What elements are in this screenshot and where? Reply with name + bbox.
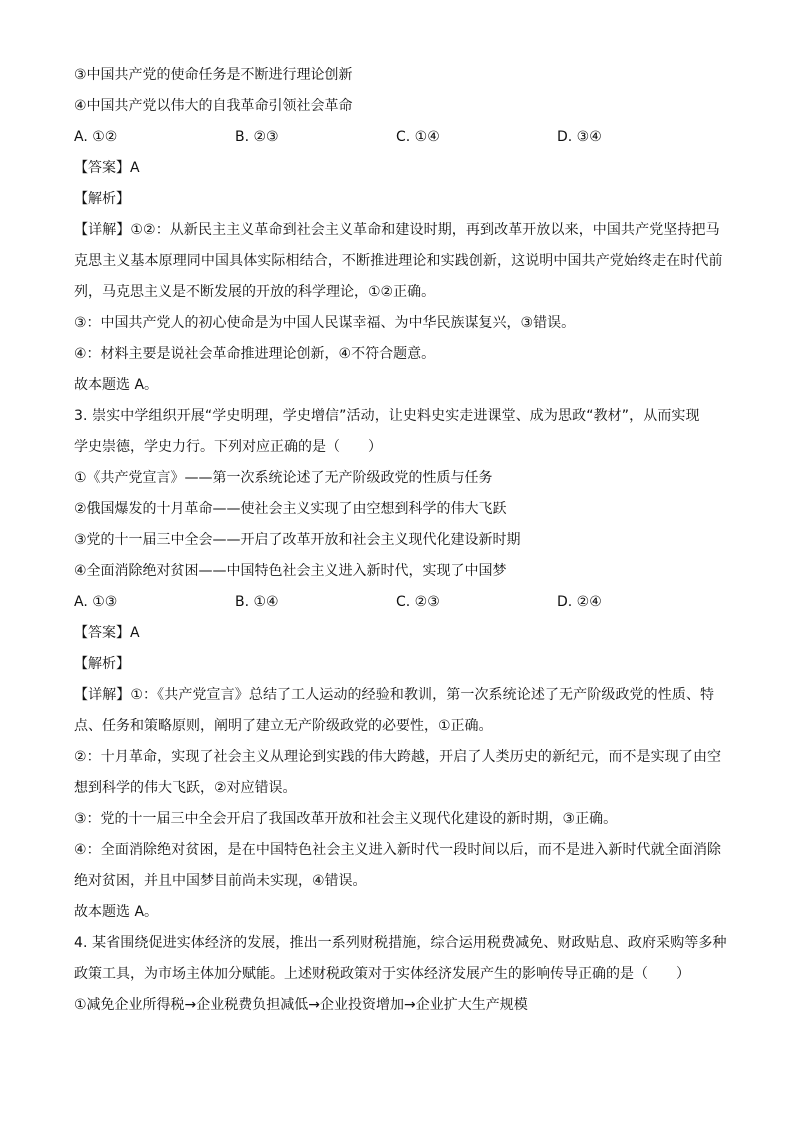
question-4-stem: 政策工具，为市场主体加分赋能。上述财税政策对于实体经济发展产生的影响传导正确的是（ ） <box>74 966 690 982</box>
document-page <box>74 60 727 1021</box>
text-line: ④中国共产党以伟大的自我革命引领社会革命 <box>74 98 353 114</box>
analysis-label: 【解析】 <box>74 656 130 672</box>
text-line: ④：全面消除绝对贫困，是在中国特色社会主义进入新时代一段时间以后，而不是进入新时代就全面消除 <box>74 842 722 858</box>
text-line: 克思主义基本原理同中国具体实际相结合，不断推进理论和实践创新，这说明中国共产党始终走在时代前 <box>74 253 723 269</box>
option-a: A. ①② <box>74 129 118 145</box>
statement-line: ③党的十一届三中全会——开启了改革开放和社会主义现代化建设新时期 <box>74 532 521 548</box>
statement-line: ①减免企业所得税→企业税费负担减低→企业投资增加→企业扩大生产规模 <box>74 997 528 1013</box>
answer-label: 【答案】A <box>74 625 140 641</box>
option-b: B. ②③ <box>235 129 279 145</box>
analysis-label: 【解析】 <box>74 191 130 207</box>
option-d: D. ②④ <box>557 594 602 610</box>
conclusion-line: 故本题选 A。 <box>74 904 159 920</box>
answer-options <box>74 122 724 153</box>
question-4-stem: 4. 某省围绕促进实体经济的发展，推出一系列财税措施，综合运用税费减免、财政贴息、政府采购等多种 <box>74 935 727 951</box>
answer-options <box>74 587 724 618</box>
question-3-stem: 3. 崇实中学组织开展“学史明理，学史增信”活动，让史料史实走进课堂、成为思政“教材”，从而实现 <box>74 408 700 424</box>
statement-line: ①《共产党宣言》——第一次系统论述了无产阶级政党的性质与任务 <box>74 470 493 486</box>
statement-line: ④全面消除绝对贫困——中国特色社会主义进入新时代，实现了中国梦 <box>74 563 507 579</box>
text-line: 列，马克思主义是不断发展的开放的科学理论，①②正确。 <box>74 284 436 300</box>
question-3-stem: 学史崇德，学史力行。下列对应正确的是（ ） <box>74 439 382 455</box>
option-c: C. ①④ <box>396 129 440 145</box>
option-b: B. ①④ <box>235 594 279 610</box>
answer-label: 【答案】A <box>74 160 140 176</box>
text-line: 想到科学的伟大飞跃，②对应错误。 <box>74 780 297 796</box>
option-d: D. ③④ <box>557 129 602 145</box>
option-a: A. ①③ <box>74 594 118 610</box>
text-line: ③中国共产党的使命任务是不断进行理论创新 <box>74 67 353 83</box>
statement-line: ②俄国爆发的十月革命——使社会主义实现了由空想到科学的伟大飞跃 <box>74 501 507 517</box>
text-line: 【详解】①：《共产党宣言》总结了工人运动的经验和教训，第一次系统论述了无产阶级政党的性质、特 <box>74 687 715 703</box>
text-line: ③：中国共产党人的初心使命是为中国人民谋幸福、为中华民族谋复兴，③错误。 <box>74 315 576 331</box>
text-line: ②：十月革命，实现了社会主义从理论到实践的伟大跨越，开启了人类历史的新纪元，而不是实现了由空 <box>74 749 722 765</box>
text-line: 绝对贫困，并且中国梦目前尚未实现，④错误。 <box>74 873 367 889</box>
text-line: ③：党的十一届三中全会开启了我国改革开放和社会主义现代化建设的新时期，③正确。 <box>74 811 618 827</box>
text-line: 点、任务和策略原则，阐明了建立无产阶级政党的必要性，①正确。 <box>74 718 493 734</box>
text-line: 【详解】①②：从新民主主义革命到社会主义革命和建设时期，再到改革开放以来，中国共产党坚持把马 <box>74 222 720 238</box>
conclusion-line: 故本题选 A。 <box>74 377 159 393</box>
option-c: C. ②③ <box>396 594 440 610</box>
text-line: ④：材料主要是说社会革命推进理论创新，④不符合题意。 <box>74 346 436 362</box>
